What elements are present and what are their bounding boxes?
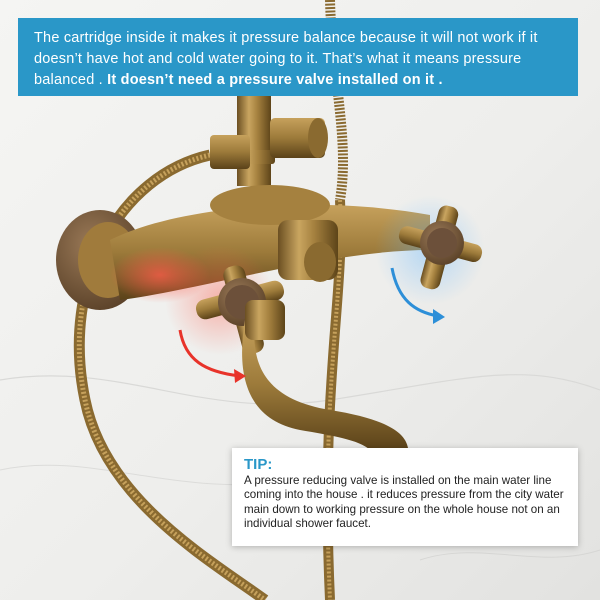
tip-title: TIP: [244,456,273,473]
tip-body: A pressure reducing valve is installed on the main water line coming into the house . it reduces pressure from the city water main down to working pressure on the whole house not on an individual shower faucet. [244,474,564,530]
info-banner [18,18,578,96]
banner-bold-text: It doesn’t need a pressure valve installed on it . [107,72,443,88]
banner-text: The cartridge inside it makes it pressure balance because it will not work if it doesn’t have hot and cold water going to it. That’s what it means pressure balanced . [34,30,538,88]
tip-box [232,448,578,546]
